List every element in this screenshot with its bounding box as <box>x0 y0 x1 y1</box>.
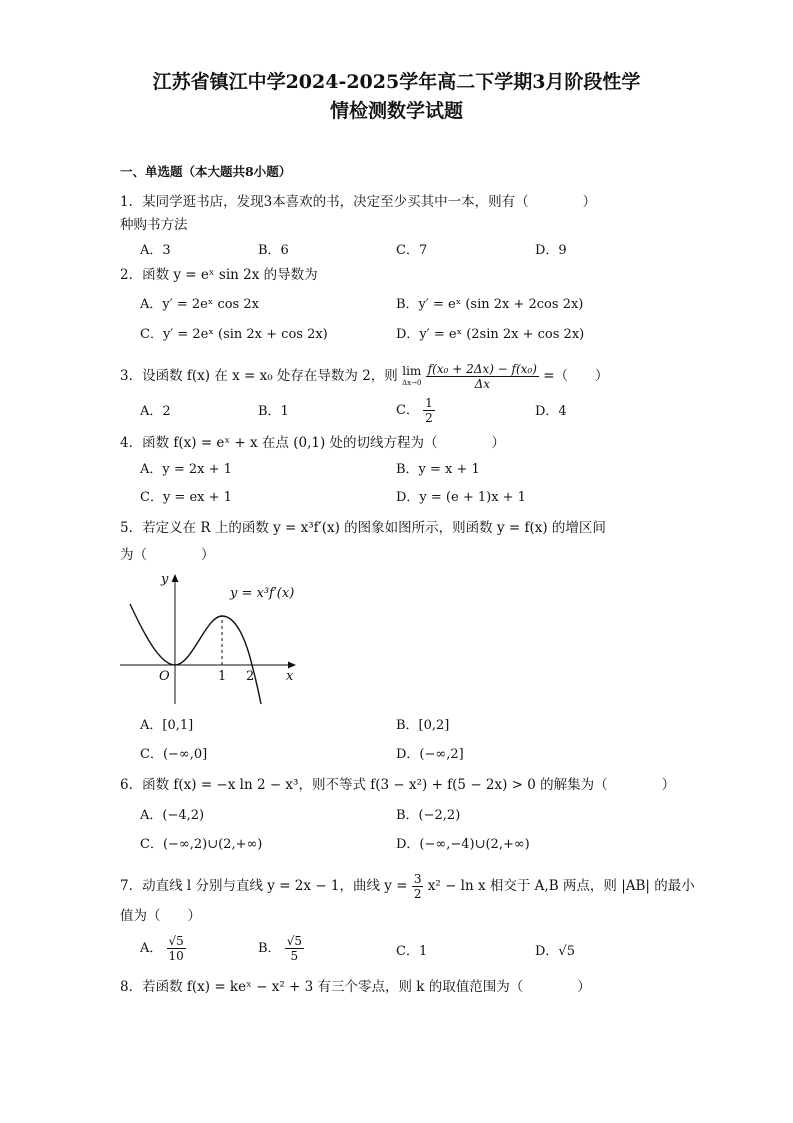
q5-option-b: B．[0,2] <box>396 718 450 733</box>
q5-option-d: D．(−∞,2] <box>396 747 464 762</box>
question-6-stem: 6．函数 f(x) = −x ln 2 − x³，则不等式 f(3 − x²) + f(5 − 2x) > 0 的解集为（ ） <box>120 777 676 793</box>
q3-stem-pre: 3．设函数 f(x) 在 x = x₀ 处存在导数为 2，则 <box>120 368 398 384</box>
q7-fraction <box>412 872 424 901</box>
q3-limit <box>402 365 421 389</box>
q7-option-b-label: B． <box>258 941 281 956</box>
q5-function-graph <box>118 568 303 708</box>
q2-option-b: B．y′ = eˣ (sin 2x + 2cos 2x) <box>396 297 584 312</box>
q1-option-a: A．3 <box>140 243 171 258</box>
q3-frac-den: Δx <box>474 377 491 391</box>
q3-option-c <box>396 396 435 425</box>
y-axis-label: y <box>161 572 169 587</box>
q7-option-c: C．1 <box>396 944 428 959</box>
q7-frac-num: 3 <box>413 872 422 886</box>
q3-option-c-den: 2 <box>425 411 433 425</box>
q6-option-c: C．(−∞,2)∪(2,+∞) <box>140 837 263 852</box>
q3-option-c-label: C． <box>396 403 419 418</box>
question-5-stem: 5．若定义在 R 上的函数 y = x³f′(x) 的图象如图所示，则函数 y = f(x) 的增区间 <box>120 520 606 536</box>
tick-2-label: 2 <box>246 669 255 684</box>
q4-option-a: A．y = 2x + 1 <box>140 462 232 477</box>
q7-option-d: D．√5 <box>535 944 575 959</box>
q7-stem-post: x² − ln x 相交于 A,B 两点，则 |AB| 的最小 <box>427 878 695 894</box>
doc-title-line-1: 江苏省镇江中学2024-2025学年高二下学期3月阶段性学 <box>152 71 641 93</box>
question-3-stem <box>120 362 609 391</box>
q2-option-c: C．y′ = 2eˣ (sin 2x + cos 2x) <box>140 327 328 342</box>
question-5-stem-cont: 为（ ） <box>120 547 215 563</box>
doc-title-line-2: 情检测数学试题 <box>329 100 463 122</box>
q3-option-c-fraction <box>423 396 435 425</box>
y-axis-arrow <box>172 574 179 582</box>
curve-x3-fprime <box>130 604 261 704</box>
q2-option-d: D．y′ = eˣ (2sin 2x + cos 2x) <box>396 327 585 342</box>
q3-fraction <box>426 362 539 391</box>
q2-option-a: A．y′ = 2eˣ cos 2x <box>140 297 259 312</box>
q6-option-a: A．(−4,2) <box>140 808 205 823</box>
question-1-stem-cont: 种购书方法 <box>120 217 188 233</box>
q7-option-b-den: 5 <box>290 949 299 963</box>
graph-label: y = x³f′(x) <box>230 586 295 601</box>
question-1-stem: 1．某同学逛书店，发现3本喜欢的书，决定至少买其中一本，则有（ ） <box>120 194 597 210</box>
origin-label: O <box>159 669 170 684</box>
q7-option-b <box>258 934 304 963</box>
question-7-stem <box>120 872 695 901</box>
q5-option-c: C．(−∞,0] <box>140 747 208 762</box>
question-2-stem: 2．函数 y = eˣ sin 2x 的导数为 <box>120 267 318 283</box>
q3-lim-word: lim <box>402 363 422 378</box>
q3-option-a: A．2 <box>140 404 171 419</box>
q7-option-a <box>140 934 186 963</box>
x-axis-label: x <box>286 669 294 684</box>
q5-option-a: A．[0,1] <box>140 718 194 733</box>
q7-option-b-fraction <box>285 934 304 963</box>
q7-option-a-den: 10 <box>168 949 184 963</box>
question-4-stem: 4．函数 f(x) = eˣ + x 在点 (0,1) 处的切线方程为（ ） <box>120 435 506 451</box>
q1-option-d: D．9 <box>535 243 567 258</box>
tick-1-label: 1 <box>218 669 227 684</box>
q1-option-c: C．7 <box>396 243 428 258</box>
section-heading: 一、单选题（本大题共8小题） <box>120 164 292 179</box>
q7-frac-den: 2 <box>413 887 422 901</box>
question-8-stem: 8．若函数 f(x) = keˣ − x² + 3 有三个零点，则 k 的取值范围为（ ） <box>120 979 591 995</box>
q7-option-a-fraction <box>167 934 186 963</box>
q7-stem-pre: 7．动直线 l 分别与直线 y = 2x − 1，曲线 y = <box>120 878 408 894</box>
q3-option-d: D．4 <box>535 404 567 419</box>
q3-lim-sub: Δx→0 <box>402 378 422 387</box>
q6-option-b: B．(−2,2) <box>396 808 461 823</box>
q4-option-d: D．y = (e + 1)x + 1 <box>396 490 526 505</box>
q4-option-b: B．y = x + 1 <box>396 462 480 477</box>
q3-stem-post: =（ ） <box>543 368 609 384</box>
q7-option-b-num: √5 <box>286 934 302 948</box>
q7-option-a-label: A． <box>140 941 163 956</box>
question-7-stem-cont: 值为（ ） <box>120 908 201 924</box>
q3-option-b: B．1 <box>258 404 289 419</box>
q3-frac-num: f(x₀ + 2Δx) − f(x₀) <box>427 362 537 376</box>
q1-option-b: B．6 <box>258 243 289 258</box>
q3-option-c-num: 1 <box>425 396 433 410</box>
x-axis-arrow <box>288 662 296 669</box>
q4-option-c: C．y = ex + 1 <box>140 490 232 505</box>
q7-option-a-num: √5 <box>168 934 184 948</box>
q6-option-d: D．(−∞,−4)∪(2,+∞) <box>396 837 530 852</box>
